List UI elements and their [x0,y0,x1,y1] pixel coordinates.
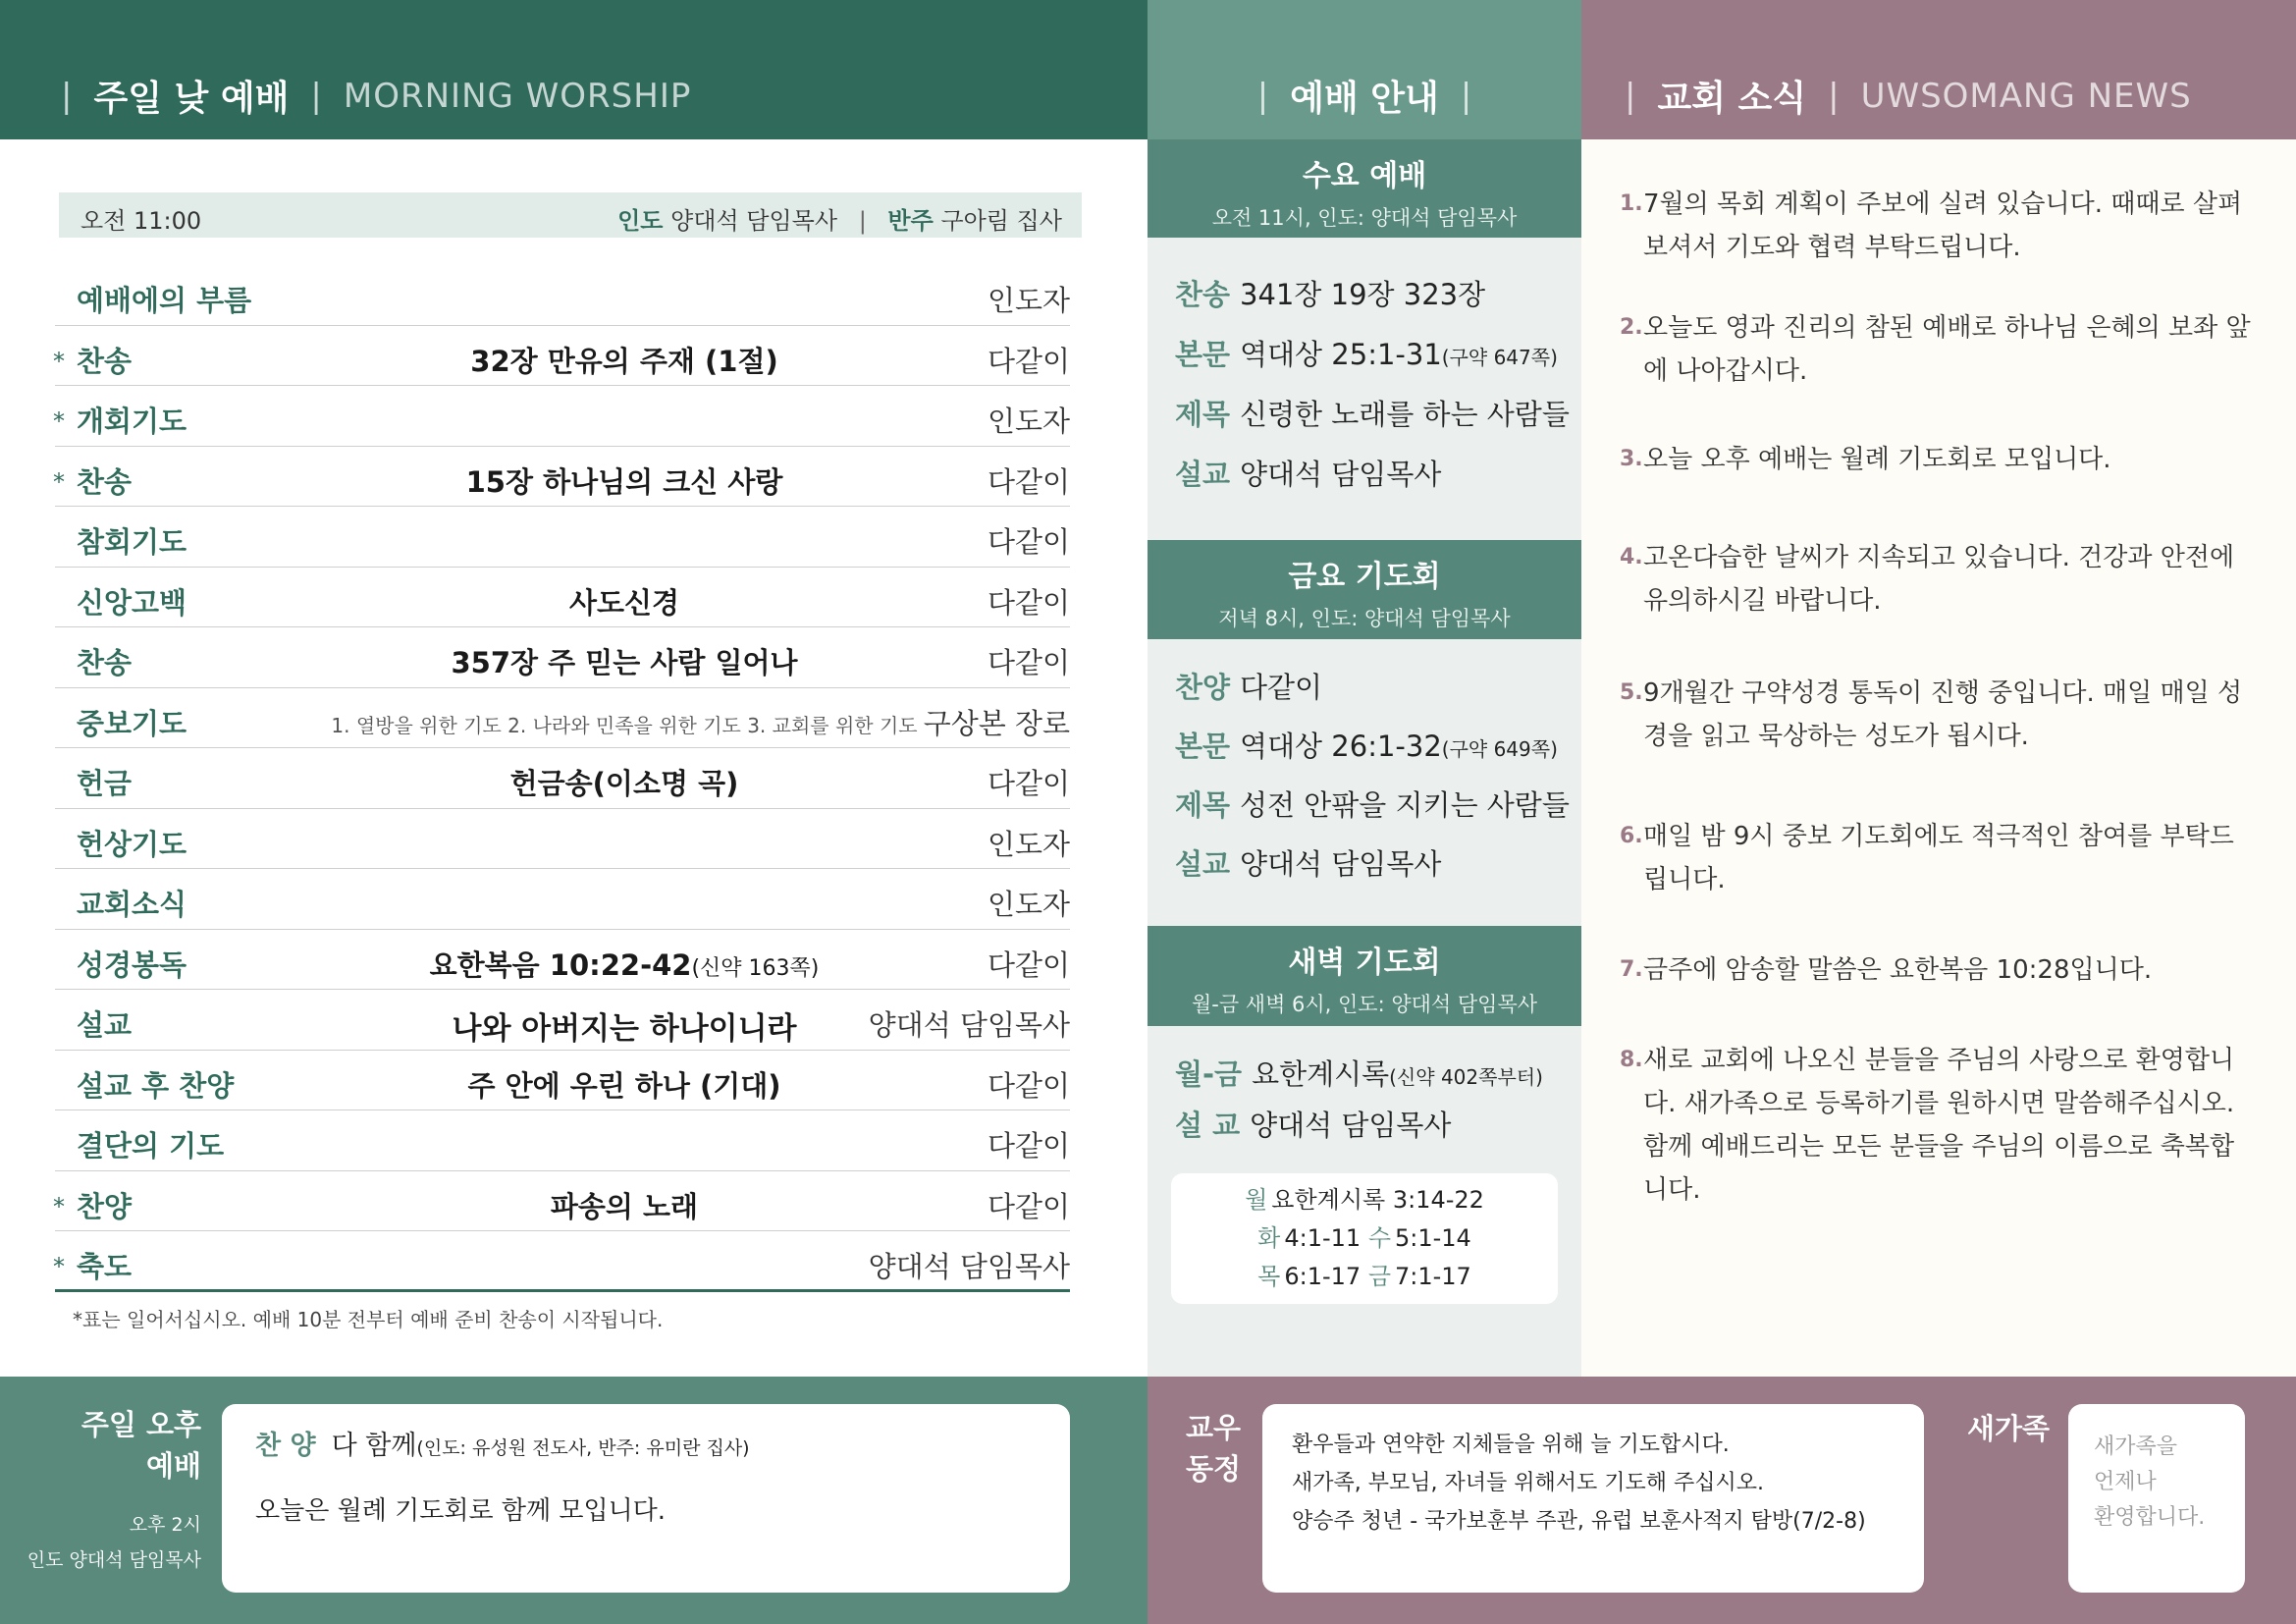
order-row [55,809,1070,870]
order-content: 헌금송(이소명 곡) [509,767,739,800]
divider: | [1625,76,1636,116]
service-line [1175,784,1570,824]
wednesday-service-header [1148,139,1581,238]
order-label: 예배에의 부름 [77,284,252,317]
prayer-line: 새가족, 부모님, 자녀들 위해서도 기도해 주십시오. [1292,1471,1764,1495]
new-family-card [2068,1404,2245,1593]
praise-value: 다 함께 [331,1431,417,1461]
service-line-key: 찬양 [1175,671,1231,704]
schedule-passage: 6:1-17 [1284,1263,1362,1290]
order-content: 1. 열방을 위한 기도 2. 나라와 민족을 위한 기도 3. 교회를 위한 기도 [331,713,918,737]
service-line [1175,842,1441,883]
order-row [55,748,1070,809]
order-content: 사도신경 [568,585,680,620]
new-family-line: 언제나 [2094,1470,2157,1494]
service-line [1175,1053,1543,1093]
order-leader: 인도자 [987,888,1070,921]
news-text: 오늘 오후 예배는 월례 기도회로 모입니다. [1643,445,2111,474]
divider: | [858,207,867,235]
order-leader: 인도자 [987,405,1070,438]
order-leader: 다같이 [987,1068,1070,1103]
news-number: 7. [1620,957,1643,982]
service-line-key: 제목 [1175,788,1231,822]
order-row [55,1231,1070,1292]
news-number: 6. [1620,824,1643,848]
service-line-value: 요한계시록 [1252,1057,1390,1091]
friday-subtitle: 저녁 8시, 인도: 양대석 담임목사 [1218,607,1511,630]
service-line-key: 찬송 [1175,278,1231,311]
afternoon-meta [20,1507,201,1578]
schedule-passage: 5:1-14 [1395,1224,1471,1252]
dawn-prayer-header [1148,926,1581,1026]
service-info-bar [59,192,1082,238]
order-leader: 다같이 [987,1189,1070,1223]
service-line-key: 설교 [1175,458,1231,491]
afternoon-card [222,1404,1070,1593]
service-line-value: 역대상 25:1-31 [1240,338,1442,371]
dawn-title: 새벽 기도회 [1288,946,1441,980]
order-content: 나와 아버지는 하나이니라 [452,1011,797,1047]
prayer-line: 양승주 청년 - 국가보훈부 주관, 유럽 보훈사적지 탐방(7/2-8) [1292,1509,1866,1534]
service-line-key: 본문 [1175,730,1231,763]
service-line [1175,1104,1451,1144]
news-text: 금주에 암송할 말씀은 요한복음 10:28입니다. [1643,955,2153,985]
stand-marker: * [53,467,65,496]
order-row [55,688,1070,749]
order-row [55,627,1070,688]
order-leader: 다같이 [987,947,1070,982]
service-time: 오전 11:00 [80,207,202,235]
order-content: 주 안에 우린 하나 (기대) [467,1068,781,1103]
new-family-line: 새가족을 [2094,1435,2178,1459]
stand-marker: * [53,1253,65,1280]
order-leader: 다같이 [987,525,1070,559]
order-label: 헌상기도 [77,827,187,861]
lead-label: 인도 [617,207,664,235]
afternoon-title-line1: 주일 오후 [80,1408,201,1441]
order-label: 설교 [77,1008,133,1042]
order-row [55,568,1070,628]
news-item [1620,306,2258,393]
prayer-title-line1: 교우 [1185,1411,1242,1444]
afternoon-title [29,1404,201,1487]
schedule-line [1171,1219,1558,1258]
order-content: 32장 만유의 주재 (1절) [470,344,778,378]
order-label: 찬양 [77,1189,133,1223]
order-row [55,869,1070,930]
order-row [55,507,1070,568]
order-leader: 다같이 [987,767,1070,800]
service-line-note: (구약 647쪽) [1441,346,1558,369]
service-line [1175,273,1485,313]
divider: | [1828,76,1840,116]
service-line [1175,453,1441,493]
service-line-key: 월-금 [1175,1057,1243,1091]
service-line-key: 설 교 [1175,1109,1241,1142]
afternoon-praise [255,1424,750,1462]
standing-note: *표는 일어서십시오. 예배 10분 전부터 예배 준비 찬송이 시작됩니다. [73,1308,664,1331]
news-item [1620,672,2258,758]
news-text: 9개월간 구약성경 통독이 진행 중입니다. 매일 매일 성경을 읽고 묵상하는 성도가 됩시다. [1643,678,2243,751]
guide-title: 예배 안내 [1290,79,1439,119]
order-content: 357장 주 믿는 사람 일어나 [451,646,798,679]
service-staff [617,201,1062,236]
service-line-value: 양대석 담임목사 [1250,1109,1452,1142]
news-title: 교회 소식 [1657,79,1807,119]
divider: | [310,76,322,116]
prayer-card [1262,1404,1924,1593]
dawn-reading-schedule [1171,1173,1558,1304]
stand-marker: * [53,407,65,435]
order-row [55,265,1070,326]
stand-marker: * [53,1192,65,1220]
wednesday-subtitle: 오전 11시, 인도: 양대석 담임목사 [1211,206,1518,230]
divider: | [1460,76,1472,116]
prayer-line: 환우들과 연약한 지체들을 위해 늘 기도합시다. [1292,1433,1730,1457]
schedule-line [1171,1181,1558,1219]
news-item [1620,438,2258,481]
news-item [1620,1039,2258,1212]
friday-title: 금요 기도회 [1288,560,1441,594]
service-line-key: 제목 [1175,398,1231,431]
order-content: 15장 하나님의 크신 사랑 [465,464,783,499]
order-row [55,1051,1070,1111]
praise-label: 찬 양 [255,1431,316,1461]
news-item [1620,948,2258,992]
order-content: 요한복음 10:22-42(신약 163쪽) [429,947,820,982]
order-label: 교회소식 [77,888,187,921]
service-line-note: (구약 649쪽) [1441,737,1558,761]
afternoon-title-line2: 예배 [145,1449,201,1483]
praise-detail: (인도: 유성원 전도사, 반주: 유미란 집사) [416,1437,750,1459]
dawn-subtitle: 월-금 새벽 6시, 인도: 양대석 담임목사 [1191,993,1538,1016]
order-row [55,990,1070,1051]
lead-value: 양대석 담임목사 [670,207,838,235]
service-line-value: 341장 19장 323장 [1240,278,1486,311]
afternoon-leader: 인도 양대석 담임목사 [27,1549,201,1571]
new-family-line: 환영합니다. [2094,1505,2206,1530]
order-row [55,930,1070,991]
news-number: 3. [1620,447,1643,471]
order-of-worship [55,265,1070,1292]
order-leader: 인도자 [987,284,1070,317]
schedule-passage: 요한계시록 3:14-22 [1271,1186,1484,1214]
worship-title: 주일 낮 예배 [93,79,290,119]
schedule-day: 금 [1367,1263,1391,1290]
news-number: 5. [1620,680,1643,705]
news-item [1620,536,2258,623]
order-leader: 다같이 [987,1129,1070,1163]
order-leader: 구상본 장로 [923,706,1070,740]
order-content: 파송의 노래 [550,1189,699,1223]
news-text: 매일 밤 9시 중보 기도회에도 적극적인 참여를 부탁드립니다. [1643,822,2234,894]
service-line-value: 역대상 26:1-32 [1240,730,1442,763]
worship-header [0,0,1148,139]
new-family-title: 새가족 [1967,1412,2051,1445]
schedule-passage: 4:1-11 [1284,1224,1362,1252]
service-line [1175,725,1558,765]
order-row [55,1110,1070,1171]
order-row [55,386,1070,447]
schedule-line [1171,1258,1558,1296]
service-line-note: (신약 402쪽부터) [1389,1065,1543,1089]
service-line [1175,333,1558,373]
accompanist-value: 구아림 집사 [940,207,1062,235]
schedule-day: 월 [1245,1186,1268,1214]
service-line-value: 신령한 노래를 하는 사람들 [1240,398,1570,431]
accompanist-label: 반주 [887,207,934,235]
divider: | [61,76,73,116]
divider: | [1256,76,1269,116]
order-leader: 인도자 [987,827,1070,861]
news-header [1581,0,2296,139]
worship-subtitle: MORNING WORSHIP [343,76,692,116]
friday-prayer-header [1148,540,1581,639]
afternoon-time: 오후 2시 [129,1514,201,1536]
order-leader: 다같이 [987,464,1070,499]
order-label: 성경봉독 [77,947,187,982]
news-number: 4. [1620,545,1643,569]
service-line-value: 다같이 [1240,671,1323,704]
news-item [1620,183,2258,269]
news-text: 고온다습한 날씨가 지속되고 있습니다. 건강과 안전에 유의하시길 바랍니다. [1643,543,2235,616]
news-text: 새로 교회에 나오신 분들을 주님의 사랑으로 환영합니다. 새가족으로 등록하기를 원하시면 말씀해주십시오. 함께 예배드리는 모든 분들을 주님의 이름으로 축복합니다. [1643,1046,2235,1205]
order-leader: 양대석 담임목사 [868,1250,1070,1283]
schedule-day: 목 [1257,1263,1281,1290]
service-line [1175,393,1570,433]
order-label: 축도 [77,1250,133,1283]
news-text: 7월의 목회 계획이 주보에 실려 있습니다. 때때로 살펴보셔서 기도와 협력 부탁드립니다. [1643,189,2243,262]
order-label: 신앙고백 [77,585,187,620]
wednesday-title: 수요 예배 [1302,159,1427,193]
order-label: 결단의 기도 [77,1129,225,1163]
order-label: 찬송 [77,464,133,499]
service-line-key: 설교 [1175,847,1231,881]
order-label: 참회기도 [77,525,187,559]
order-label: 개회기도 [77,405,187,438]
news-item [1620,815,2258,901]
order-label: 중보기도 [77,706,187,740]
prayer-title-line2: 동정 [1185,1452,1242,1486]
order-row [55,1171,1070,1232]
order-leader: 다같이 [987,646,1070,679]
schedule-day: 수 [1367,1224,1391,1252]
stand-marker: * [53,347,65,375]
order-label: 설교 후 찬양 [77,1068,235,1103]
news-number: 1. [1620,191,1643,216]
service-line-key: 본문 [1175,338,1231,371]
schedule-passage: 7:1-17 [1395,1263,1471,1290]
order-leader: 다같이 [987,585,1070,620]
guide-header [1148,0,1581,139]
order-leader: 다같이 [987,344,1070,378]
news-subtitle: UWSOMANG NEWS [1860,76,2192,116]
service-line-value: 양대석 담임목사 [1240,847,1442,881]
schedule-day: 화 [1257,1224,1281,1252]
news-number: 2. [1620,315,1643,340]
order-row [55,447,1070,508]
order-row [55,326,1070,387]
order-content-note: (신약 163쪽) [691,955,820,981]
afternoon-message: 오늘은 월례 기도회로 함께 모입니다. [255,1496,667,1526]
order-label: 찬송 [77,646,133,679]
order-label: 찬송 [77,344,133,378]
service-line-value: 성전 안팎을 지키는 사람들 [1240,788,1570,822]
service-line-value: 양대석 담임목사 [1240,458,1442,491]
order-leader: 양대석 담임목사 [868,1008,1070,1042]
order-label: 헌금 [77,767,133,800]
prayer-title [1174,1407,1253,1489]
service-line [1175,666,1322,706]
news-text: 오늘도 영과 진리의 참된 예배로 하나님 은혜의 보좌 앞에 나아갑시다. [1643,313,2251,386]
news-number: 8. [1620,1048,1643,1072]
